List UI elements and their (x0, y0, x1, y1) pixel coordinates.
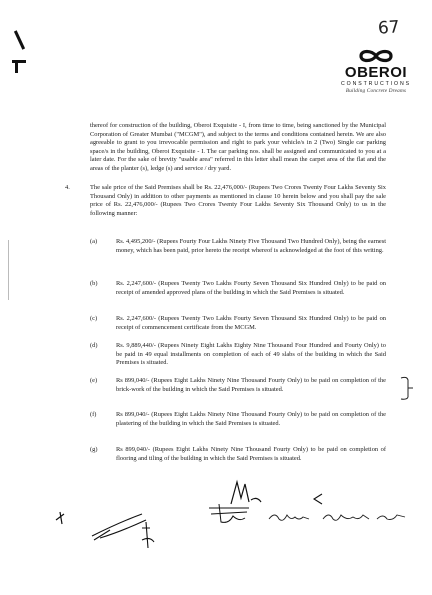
installment-text: Rs. 4,495,200/- (Rupees Fourty Four Lakhs Ninety Five Thousand Two Hundred Only), being the earnest money, which has been paid, prior hereto the receipt whereof is acknowledged at the foot of this writing. (116, 238, 386, 254)
intro-paragraph: thereof for construction of the building, Oberoi Exquisite - I, from time to time, being sanctioned by the Municipal Corporation of Greater Mumbai ("MCGM"), and subject to the terms and conditions contained herein. We are also agreeable to grant to you irrevocable permission and right to park your vehicle/s in 2 (Two) Single car parking space/s in the building, Oberoi Exquisite - I. The car parking nos. shall be assigned and communicated to you at a later date. For the sake of brevity "usable area" referred in this letter shall mean the carpet area of the flat and the areas of the planter (s), ledge (s) and service / dry yard. (90, 122, 386, 172)
installment-label: (a) (90, 238, 98, 245)
company-logo (330, 48, 422, 94)
installment-label: (e) (90, 377, 98, 384)
installment-text: Rs 899,040/- (Rupees Eight Lakhs Ninety Nine Thousand Fourty Only) to be paid on completion of the brick-work of the building in which the Said Premises is situated. (116, 377, 386, 393)
installment-text: Rs 899,040/- (Rupees Eight Lakhs Ninety Nine Thousand Fourty Only) to be paid on completion of flooring and tiling of the building in which the Said Premises is situated. (116, 446, 386, 462)
signature-mark (265, 505, 415, 527)
page-number: 67 (377, 17, 401, 39)
installment-text: Rs 899,040/- (Rupees Eight Lakhs Ninety Nine Thousand Fourty Only) to be paid on completion of the plastering of the building in which the Said Premises is situated. (116, 411, 386, 427)
installment-label: (f) (90, 411, 97, 418)
logo-subtitle: CONSTRUCTIONS (341, 81, 411, 87)
installment-label: (d) (90, 342, 98, 349)
logo-tagline: Building Concrete Dreams (345, 88, 407, 94)
installment-label: (c) (90, 315, 98, 322)
scan-artifact (14, 30, 25, 49)
clause-number: 4. (65, 184, 70, 191)
signature-mark (310, 492, 326, 506)
scan-artifact (8, 240, 9, 300)
installment-label: (b) (90, 280, 98, 287)
installment-text: Rs. 2,247,600/- (Rupees Twenty Two Lakhs Fourty Seven Thousand Six Hundred Only) to be paid on receipt of amended approved plans of the building in which the Said Premises is situated. (116, 280, 386, 296)
signature-mark (50, 500, 190, 550)
installment-text: Rs. 9,889,440/- (Rupees Ninety Eight Lakhs Eighty Nine Thousand Four Hundred and Fourty Only) to be paid in 49 equal installments on completion of each of 49 slabs of the building in which the Said Premises is situated. (116, 342, 386, 367)
logo-name: OBEROI (344, 64, 408, 81)
clause-text: The sale price of the Said Premises shall be Rs. 22,476,000/- (Rupees Two Crores Twenty Four Lakhs Seventy Six Thousand Only) in addition to other payments as mentioned in clause 10 herein below and you shall pay the sale price of Rs. 22,476,000/- (Rupees Two Crores Twenty Four Lakhs Seventy Six Thousand Only) to us in the following manner: (90, 184, 386, 217)
signature-mark (205, 500, 255, 526)
installment-label: (g) (90, 446, 98, 453)
scan-artifact (15, 63, 18, 73)
oberoi-infinity-icon (358, 48, 394, 64)
installment-text: Rs. 2,247,600/- (Rupees Twenty Two Lakhs Fourty Seven Thousand Six Hundred Only) to be paid on receipt of commencement certificate from the MCGM. (116, 315, 386, 331)
margin-bracket-mark (398, 375, 416, 401)
